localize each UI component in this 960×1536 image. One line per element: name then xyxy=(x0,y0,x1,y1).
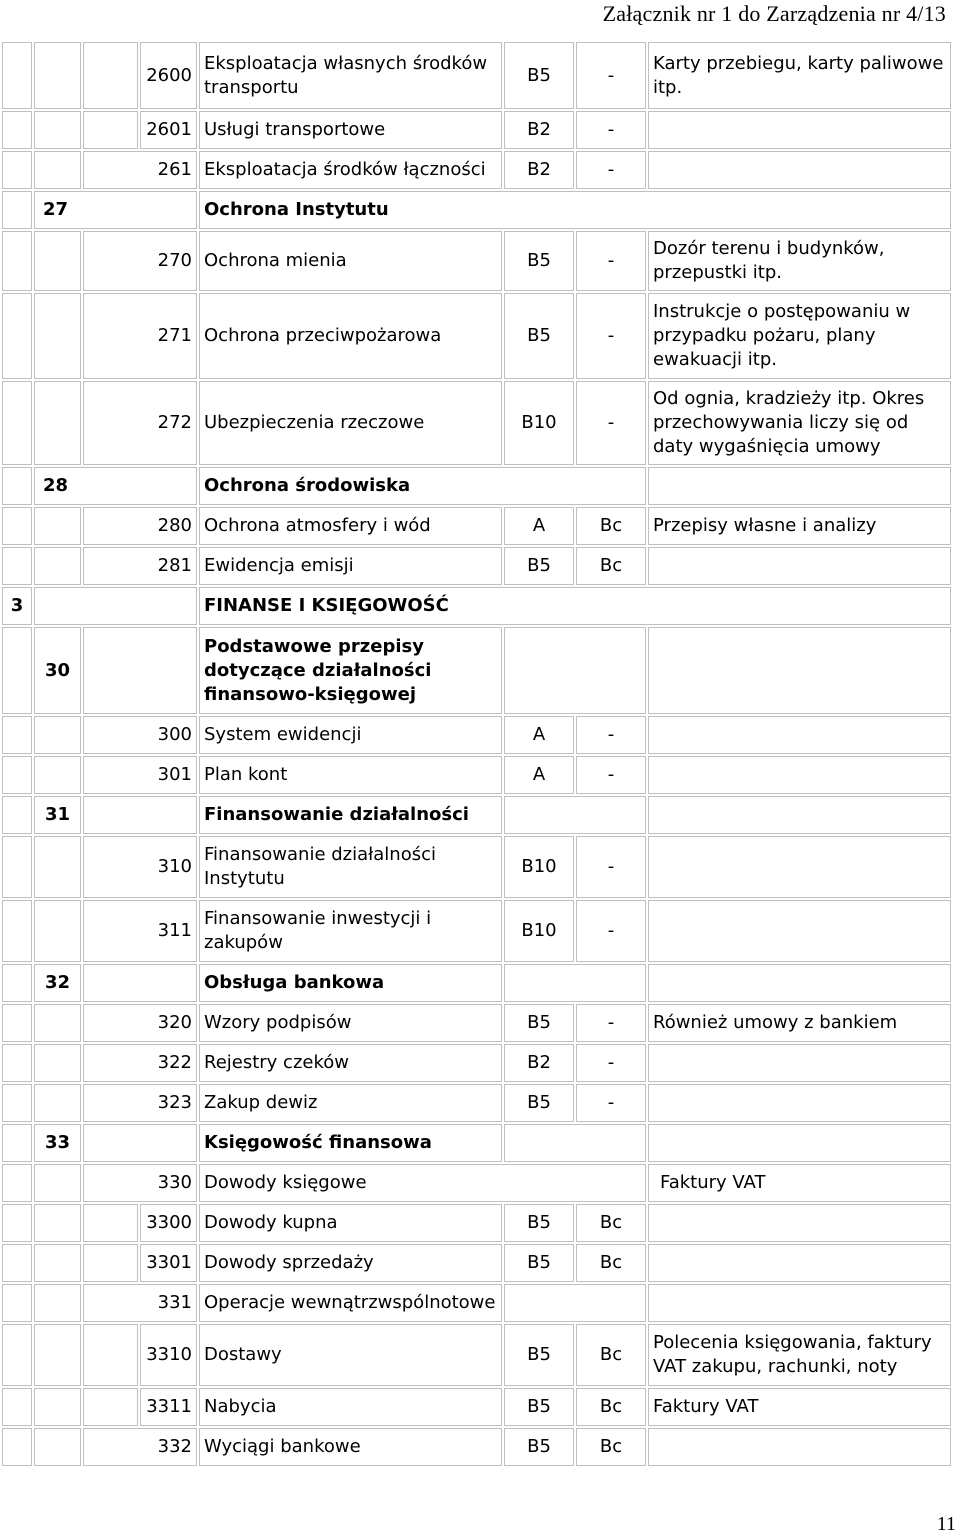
empty-cell xyxy=(83,1244,138,1282)
table-row xyxy=(2,1084,951,1122)
table-row xyxy=(2,1004,951,1042)
notes-cell xyxy=(648,1284,951,1322)
group-symbol-cell: 32 xyxy=(34,964,81,1002)
symbol-cell: 300 xyxy=(83,716,197,754)
empty-cell xyxy=(34,1164,81,1202)
group-name-cell: Ochrona Instytutu xyxy=(199,191,951,229)
notes-cell: Polecenia księgowania, faktury VAT zakupu, rachunki, noty xyxy=(648,1324,951,1386)
table-row xyxy=(2,587,951,625)
empty-cell xyxy=(2,900,32,962)
empty-cell xyxy=(34,42,81,109)
category-cell: A xyxy=(504,716,574,754)
empty-cell xyxy=(2,836,32,898)
category-cell: B10 xyxy=(504,900,574,962)
group-symbol-cell: 31 xyxy=(34,796,81,834)
empty-cell xyxy=(83,1124,197,1162)
empty-cell xyxy=(34,293,81,379)
notes-cell: Również umowy z bankiem xyxy=(648,1004,951,1042)
symbol-cell: 270 xyxy=(83,231,197,291)
other-cell: - xyxy=(576,1004,646,1042)
table-row xyxy=(2,547,951,585)
symbol-cell: 301 xyxy=(83,756,197,794)
section-name-cell: FINANSE I KSIĘGOWOŚĆ xyxy=(199,587,951,625)
name-cell: Eksploatacja środków łączności xyxy=(199,151,502,189)
category-cell: B5 xyxy=(504,231,574,291)
notes-cell xyxy=(648,547,951,585)
symbol-cell: 310 xyxy=(83,836,197,898)
empty-cell xyxy=(83,1388,138,1426)
name-cell: Ochrona mienia xyxy=(199,231,502,291)
table-row xyxy=(2,1284,951,1322)
category-cell: B2 xyxy=(504,111,574,149)
name-cell: Plan kont xyxy=(199,756,502,794)
notes-cell xyxy=(648,964,951,1002)
empty-cell xyxy=(83,627,197,714)
empty-cell xyxy=(504,1284,646,1322)
name-cell: System ewidencji xyxy=(199,716,502,754)
name-cell: Dowody kupna xyxy=(199,1204,502,1242)
empty-cell xyxy=(2,42,32,109)
empty-cell xyxy=(83,111,138,149)
name-cell: Eksploatacja własnych środków transportu xyxy=(199,42,502,109)
empty-cell xyxy=(34,381,81,465)
group-name-cell: Podstawowe przepisy dotyczące działalności finansowo-księgowej xyxy=(199,627,502,714)
empty-cell xyxy=(34,1388,81,1426)
table-row xyxy=(2,964,951,1002)
empty-cell xyxy=(2,1124,32,1162)
name-cell: Ochrona atmosfery i wód xyxy=(199,507,502,545)
table-row xyxy=(2,111,951,149)
table-row xyxy=(2,231,951,291)
other-cell: - xyxy=(576,1084,646,1122)
notes-cell xyxy=(648,1124,951,1162)
empty-cell xyxy=(83,1204,138,1242)
table-row xyxy=(2,191,951,229)
empty-cell xyxy=(34,111,81,149)
name-cell: Finansowanie inwestycji i zakupów xyxy=(199,900,502,962)
name-cell: Finansowanie działalności Instytutu xyxy=(199,836,502,898)
table-row xyxy=(2,42,951,109)
empty-cell xyxy=(34,1204,81,1242)
empty-cell xyxy=(2,293,32,379)
notes-cell xyxy=(648,1044,951,1082)
name-cell: Dowody sprzedaży xyxy=(199,1244,502,1282)
notes-cell xyxy=(648,836,951,898)
category-cell: B5 xyxy=(504,1388,574,1426)
table-row xyxy=(2,507,951,545)
empty-cell xyxy=(2,1044,32,1082)
notes-cell: Przepisy własne i analizy xyxy=(648,507,951,545)
category-cell: B10 xyxy=(504,836,574,898)
notes-cell xyxy=(648,467,951,505)
table-row xyxy=(2,1164,951,1202)
category-cell: B5 xyxy=(504,1204,574,1242)
table-row xyxy=(2,381,951,465)
symbol-cell: 323 xyxy=(83,1084,197,1122)
empty-cell xyxy=(34,1084,81,1122)
document-header: Załącznik nr 1 do Zarządzenia nr 4/13 xyxy=(602,1,946,26)
notes-cell xyxy=(648,756,951,794)
empty-cell xyxy=(2,1428,32,1466)
category-cell: B5 xyxy=(504,547,574,585)
other-cell: Bc xyxy=(576,1324,646,1386)
symbol-cell: 2601 xyxy=(140,111,197,149)
category-cell: B5 xyxy=(504,1004,574,1042)
notes-cell: Dozór terenu i budynków, przepustki itp. xyxy=(648,231,951,291)
name-cell: Ochrona przeciwpożarowa xyxy=(199,293,502,379)
empty-cell xyxy=(2,1204,32,1242)
empty-cell xyxy=(2,1004,32,1042)
group-symbol-cell: 27 xyxy=(34,191,197,229)
empty-cell xyxy=(2,1324,32,1386)
other-cell: Bc xyxy=(576,1204,646,1242)
symbol-cell: 261 xyxy=(83,151,197,189)
category-cell: A xyxy=(504,507,574,545)
empty-cell xyxy=(34,151,81,189)
group-symbol-cell: 28 xyxy=(34,467,197,505)
empty-cell xyxy=(83,964,197,1002)
empty-cell xyxy=(2,1388,32,1426)
other-cell: - xyxy=(576,42,646,109)
notes-cell xyxy=(648,796,951,834)
empty-cell xyxy=(504,796,646,834)
empty-cell xyxy=(2,151,32,189)
empty-cell xyxy=(83,796,197,834)
empty-cell xyxy=(2,1084,32,1122)
name-cell: Wzory podpisów xyxy=(199,1004,502,1042)
symbol-cell: 271 xyxy=(83,293,197,379)
table-row xyxy=(2,796,951,834)
symbol-cell: 3311 xyxy=(140,1388,197,1426)
empty-cell xyxy=(2,627,32,714)
other-cell: Bc xyxy=(576,547,646,585)
table-row xyxy=(2,1324,951,1386)
other-cell: Bc xyxy=(576,1428,646,1466)
symbol-cell: 330 xyxy=(83,1164,197,1202)
empty-cell xyxy=(2,1244,32,1282)
table-row xyxy=(2,1244,951,1282)
empty-cell xyxy=(2,1284,32,1322)
other-cell: Bc xyxy=(576,1244,646,1282)
symbol-cell: 322 xyxy=(83,1044,197,1082)
symbol-cell: 3300 xyxy=(140,1204,197,1242)
empty-cell xyxy=(2,716,32,754)
notes-cell xyxy=(648,716,951,754)
name-cell: Dowody księgowe xyxy=(199,1164,646,1202)
category-cell: B2 xyxy=(504,1044,574,1082)
table-row xyxy=(2,1428,951,1466)
other-cell: - xyxy=(576,900,646,962)
empty-cell xyxy=(34,547,81,585)
notes-cell: Faktury VAT xyxy=(648,1164,951,1202)
empty-cell xyxy=(2,381,32,465)
empty-cell xyxy=(34,1044,81,1082)
page-number: 11 xyxy=(936,1513,956,1535)
empty-cell xyxy=(83,1324,138,1386)
empty-cell xyxy=(2,796,32,834)
category-cell: B5 xyxy=(504,42,574,109)
empty-cell xyxy=(83,42,138,109)
symbol-cell: 280 xyxy=(83,507,197,545)
empty-cell xyxy=(2,547,32,585)
symbol-cell: 311 xyxy=(83,900,197,962)
other-cell: - xyxy=(576,151,646,189)
symbol-cell: 3301 xyxy=(140,1244,197,1282)
category-cell: B5 xyxy=(504,1324,574,1386)
notes-cell xyxy=(648,900,951,962)
other-cell: - xyxy=(576,1044,646,1082)
name-cell: Rejestry czeków xyxy=(199,1044,502,1082)
section-symbol-cell: 3 xyxy=(2,587,32,625)
notes-cell xyxy=(648,151,951,189)
symbol-cell: 3310 xyxy=(140,1324,197,1386)
table-row xyxy=(2,1044,951,1082)
empty-cell xyxy=(34,1324,81,1386)
empty-cell xyxy=(2,1164,32,1202)
table-row xyxy=(2,900,951,962)
notes-cell: Od ognia, kradzieży itp. Okres przechowywania liczy się od daty wygaśnięcia umowy xyxy=(648,381,951,465)
empty-cell xyxy=(504,964,646,1002)
symbol-cell: 332 xyxy=(83,1428,197,1466)
symbol-cell: 331 xyxy=(83,1284,197,1322)
category-cell: B10 xyxy=(504,381,574,465)
notes-cell xyxy=(648,1084,951,1122)
symbol-cell: 272 xyxy=(83,381,197,465)
empty-cell xyxy=(2,756,32,794)
empty-cell xyxy=(34,756,81,794)
table-row xyxy=(2,716,951,754)
notes-cell xyxy=(648,1428,951,1466)
name-cell: Ubezpieczenia rzeczowe xyxy=(199,381,502,465)
empty-cell xyxy=(34,1428,81,1466)
group-name-cell: Finansowanie działalności xyxy=(199,796,502,834)
category-cell: A xyxy=(504,756,574,794)
category-cell: B5 xyxy=(504,1244,574,1282)
empty-cell xyxy=(2,191,32,229)
group-name-cell: Obsługa bankowa xyxy=(199,964,502,1002)
other-cell: Bc xyxy=(576,507,646,545)
table-row xyxy=(2,467,951,505)
table-row xyxy=(2,293,951,379)
category-cell: B5 xyxy=(504,293,574,379)
empty-cell xyxy=(34,1284,81,1322)
notes-cell xyxy=(648,627,951,714)
name-cell: Usługi transportowe xyxy=(199,111,502,149)
other-cell: - xyxy=(576,293,646,379)
empty-cell xyxy=(2,231,32,291)
category-cell: B5 xyxy=(504,1428,574,1466)
name-cell: Ewidencja emisji xyxy=(199,547,502,585)
empty-cell xyxy=(2,507,32,545)
table-row xyxy=(2,627,951,714)
other-cell: - xyxy=(576,381,646,465)
table-row xyxy=(2,1388,951,1426)
notes-cell xyxy=(648,1244,951,1282)
other-cell: - xyxy=(576,756,646,794)
group-symbol-cell: 30 xyxy=(34,627,81,714)
empty-cell xyxy=(34,507,81,545)
empty-cell xyxy=(34,231,81,291)
table-row xyxy=(2,1204,951,1242)
symbol-cell: 320 xyxy=(83,1004,197,1042)
empty-cell xyxy=(34,1244,81,1282)
empty-cell xyxy=(504,627,646,714)
other-cell: - xyxy=(576,111,646,149)
empty-cell xyxy=(34,1004,81,1042)
symbol-cell: 2600 xyxy=(140,42,197,109)
group-symbol-cell: 33 xyxy=(34,1124,81,1162)
name-cell: Zakup dewiz xyxy=(199,1084,502,1122)
notes-cell: Faktury VAT xyxy=(648,1388,951,1426)
group-name-cell: Ochrona środowiska xyxy=(199,467,646,505)
empty-cell xyxy=(34,836,81,898)
other-cell: - xyxy=(576,716,646,754)
notes-cell xyxy=(648,111,951,149)
category-cell: B2 xyxy=(504,151,574,189)
table-row xyxy=(2,1124,951,1162)
empty-cell xyxy=(2,964,32,1002)
group-name-cell: Księgowość finansowa xyxy=(199,1124,502,1162)
table-row xyxy=(2,151,951,189)
name-cell: Dostawy xyxy=(199,1324,502,1386)
other-cell: - xyxy=(576,231,646,291)
other-cell: - xyxy=(576,836,646,898)
category-cell: B5 xyxy=(504,1084,574,1122)
empty-cell xyxy=(2,467,32,505)
name-cell: Operacje wewnątrzwspólnotowe xyxy=(199,1284,502,1322)
notes-cell xyxy=(648,1204,951,1242)
table-row xyxy=(2,836,951,898)
name-cell: Wyciągi bankowe xyxy=(199,1428,502,1466)
notes-cell: Karty przebiegu, karty paliwowe itp. xyxy=(648,42,951,109)
empty-cell xyxy=(2,111,32,149)
records-classification-table xyxy=(0,40,953,1468)
symbol-cell: 281 xyxy=(83,547,197,585)
empty-cell xyxy=(34,900,81,962)
empty-cell xyxy=(504,1124,646,1162)
empty-cell xyxy=(34,587,197,625)
name-cell: Nabycia xyxy=(199,1388,502,1426)
table-row xyxy=(2,756,951,794)
empty-cell xyxy=(34,716,81,754)
other-cell: Bc xyxy=(576,1388,646,1426)
notes-cell: Instrukcje o postępowaniu w przypadku pożaru, plany ewakuacji itp. xyxy=(648,293,951,379)
